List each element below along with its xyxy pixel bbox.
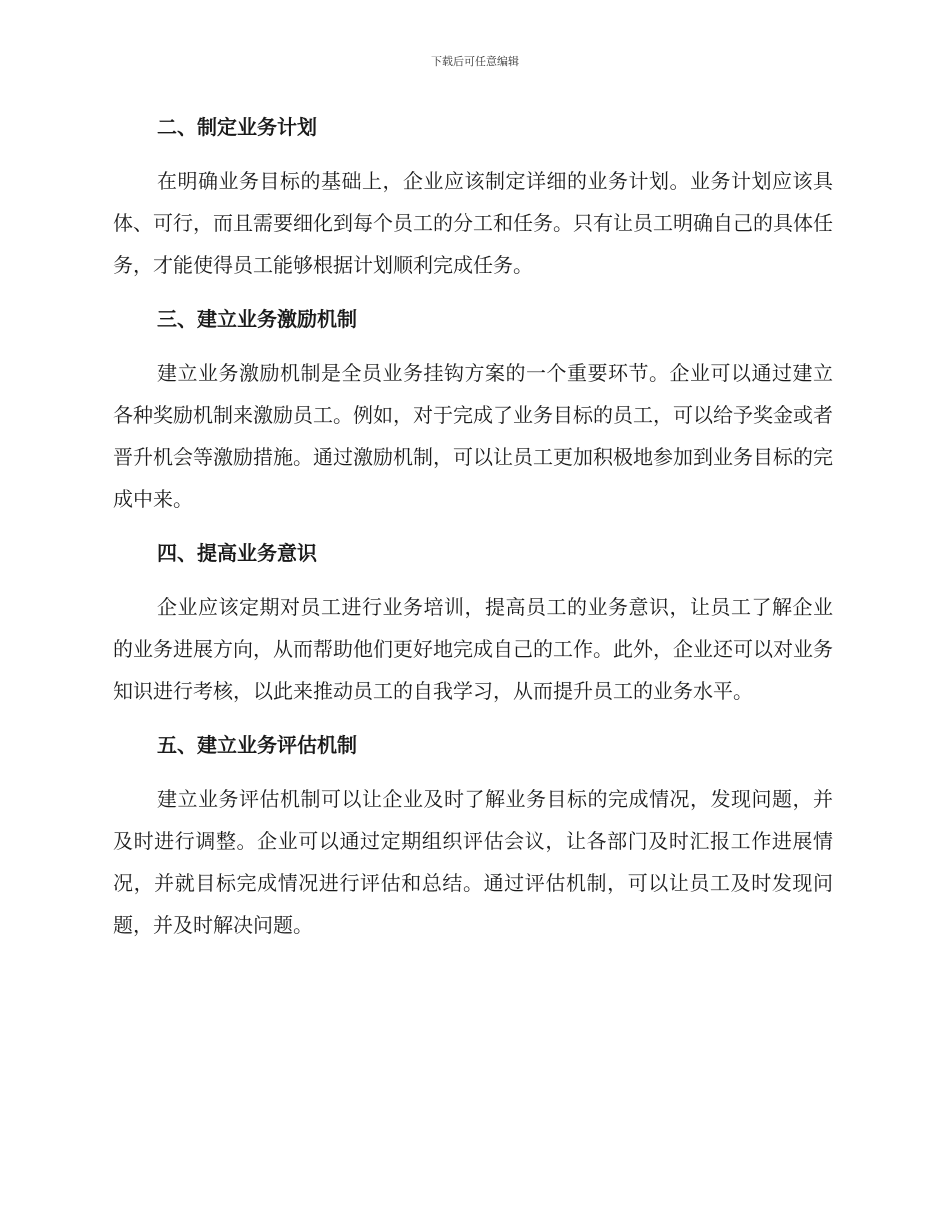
section-heading: 四、提高业务意识	[157, 541, 317, 565]
section-awareness	[113, 532, 833, 712]
section-paragraph: 建立业务激励机制是全员业务挂钩方案的一个重要环节。企业可以通过建立各种奖励机制来激励员工。例如，对于完成了业务目标的员工，可以给予奖金或者晋升机会等激励措施。通过激励机制，可以让员工更加积极地参加到业务目标的完成中来。	[113, 361, 833, 511]
section-paragraph: 在明确业务目标的基础上，企业应该制定详细的业务计划。业务计划应该具体、可行，而且需要细化到每个员工的分工和任务。只有让员工明确自己的具体任务，才能使得员工能够根据计划顺利完成任务。	[113, 169, 833, 277]
document-content	[113, 106, 833, 958]
section-incentive	[113, 298, 833, 520]
section-paragraph: 企业应该定期对员工进行业务培训，提高员工的业务意识，让员工了解企业的业务进展方向，从而帮助他们更好地完成自己的工作。此外，企业还可以对业务知识进行考核，以此来推动员工的自我学习，从而提升员工的业务水平。	[113, 595, 833, 703]
page-header: 下载后可任意编辑	[431, 55, 519, 68]
section-plan	[113, 106, 833, 286]
section-evaluation	[113, 724, 833, 946]
section-heading: 二、制定业务计划	[157, 115, 317, 139]
section-paragraph: 建立业务评估机制可以让企业及时了解业务目标的完成情况，发现问题，并及时进行调整。企业可以通过定期组织评估会议，让各部门及时汇报工作进展情况，并就目标完成情况进行评估和总结。通过评估机制，可以让员工及时发现问题，并及时解决问题。	[113, 787, 833, 937]
section-heading: 五、建立业务评估机制	[157, 733, 357, 757]
section-heading: 三、建立业务激励机制	[157, 307, 357, 331]
